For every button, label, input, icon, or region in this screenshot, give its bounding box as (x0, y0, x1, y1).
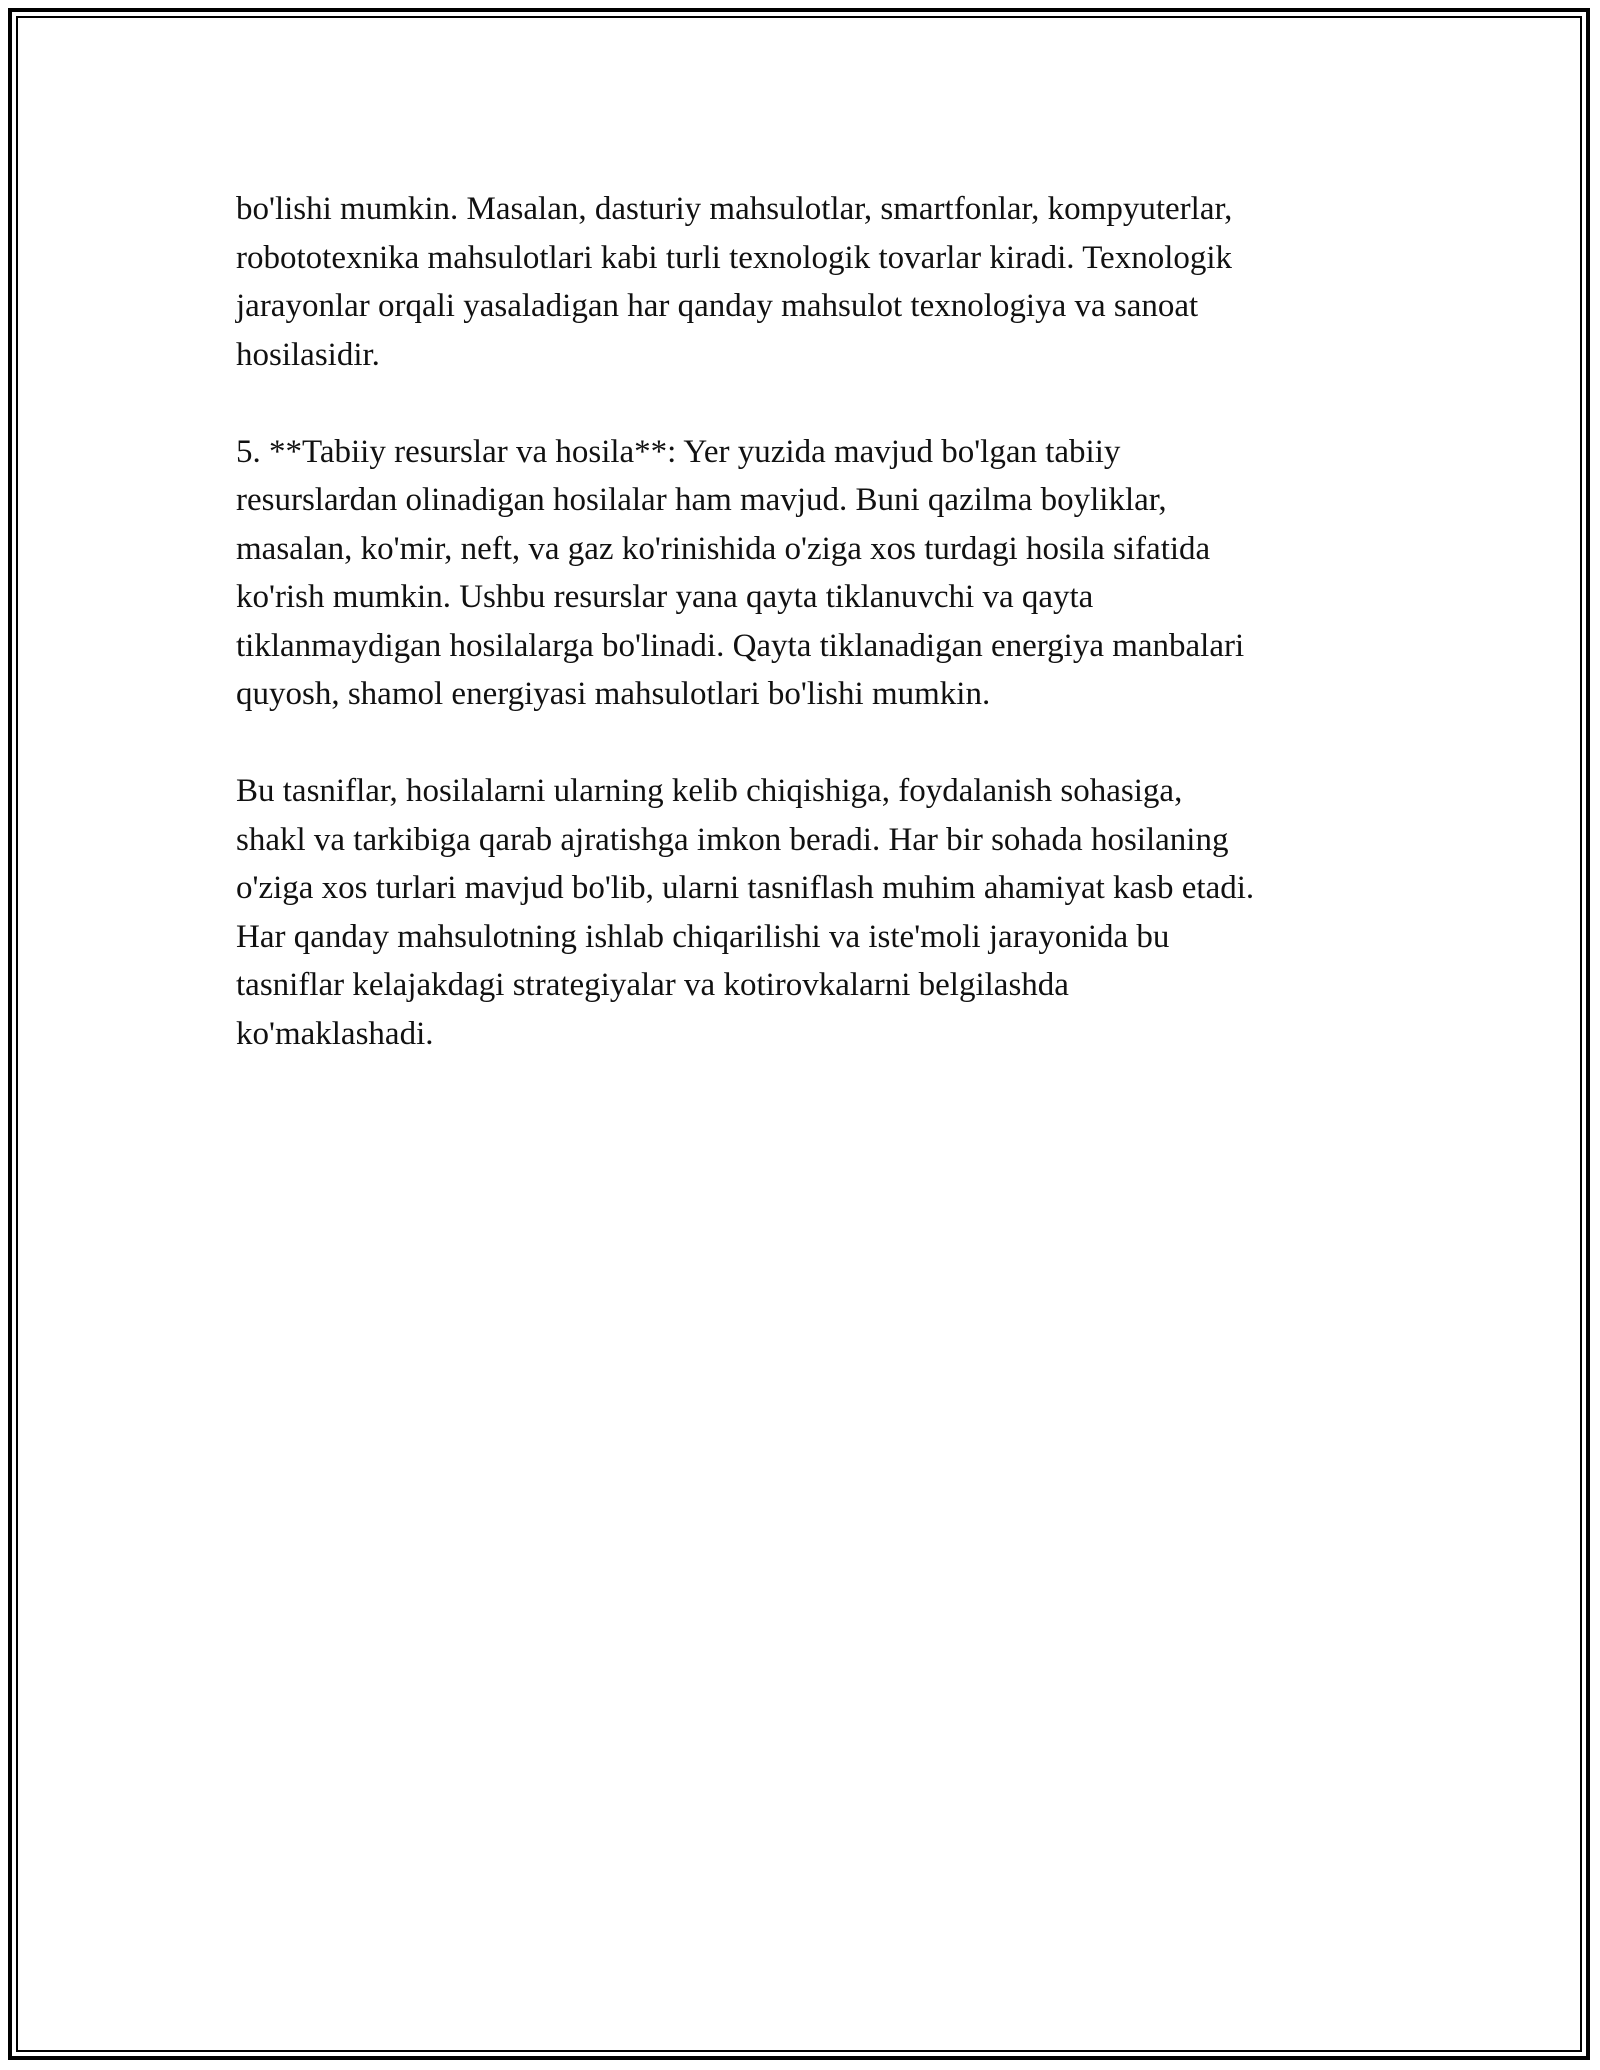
document-body (236, 185, 1376, 1058)
paragraph-technology-products: bo'lishi mumkin. Masalan, dasturiy mahsulotlar, smartfonlar, kompyuterlar, robototexnika mahsulotlari kabi turli texnologik tovarlar kiradi. Texnologik jarayonlar orqali yasaladigan har qanday mahsulot texnologiya va sanoat hosilasidir. (236, 191, 1233, 373)
paragraph-natural-resources: 5. **Tabiiy resurslar va hosila**: Yer yuzida mavjud bo'lgan tabiiy resurslardan olinadigan hosilalar ham mavjud. Buni qazilma boyliklar, masalan, ko'mir, neft, va gaz ko'rinishida o'ziga xos turdagi hosila sifatida ko'rish mumkin. Ushbu resurslar yana qayta tiklanuvchi va qayta tiklanmaydigan hosilalarga bo'linadi. Qayta tiklanadigan energiya manbalari quyosh, shamol energiyasi mahsulotlari bo'lishi mumkin. (236, 433, 1245, 712)
paragraph-classification-summary: Bu tasniflar, hosilalarni ularning kelib chiqishiga, foydalanish sohasiga, shakl va tarkibiga qarab ajratishga imkon beradi. Har bir sohada hosilaning o'ziga xos turlari mavjud bo'lib, ularni tasniflash muhim ahamiyat kasb etadi. Har qanday mahsulotning ishlab chiqarilishi va iste'moli jarayonida bu tasniflar kelajakdagi strategiyalar va kotirovkalarni belgilashda ko'maklashadi. (236, 773, 1255, 1052)
